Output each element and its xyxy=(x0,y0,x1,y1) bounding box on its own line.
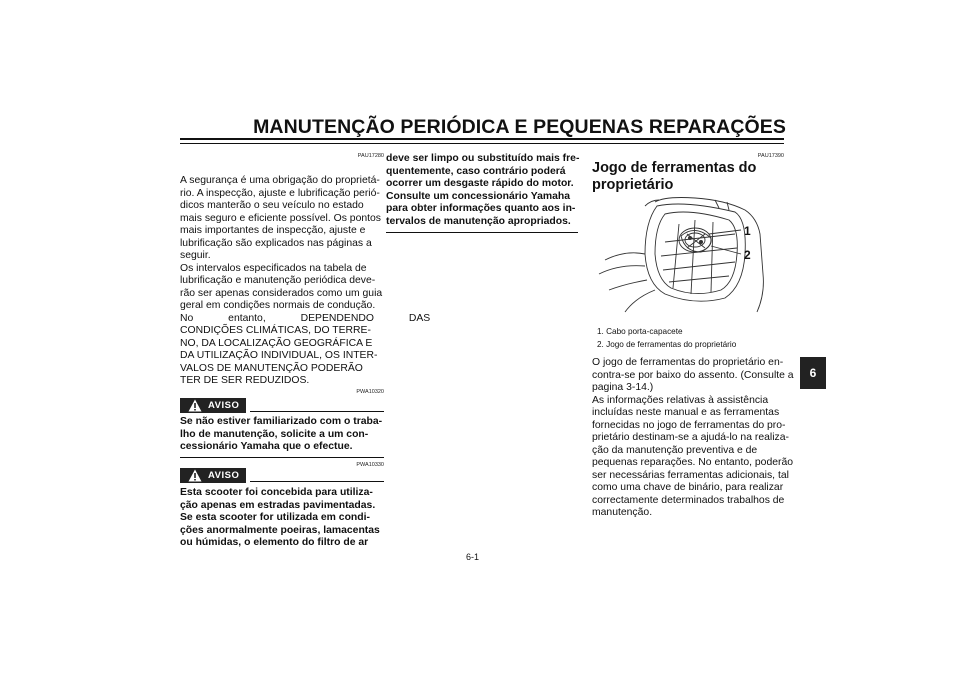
text-line: CONDIÇÕES CLIMÁTICAS, DO TERRE- xyxy=(180,325,371,336)
text-line: prietário destinam-se a ajudá-lo na realiza- xyxy=(592,432,789,443)
aviso-label: AVISO xyxy=(208,470,240,481)
aviso-rule xyxy=(250,411,384,412)
text-line: cessionário Yamaha que o efectue. xyxy=(180,441,353,452)
text-line: deve ser limpo ou substituído mais fre- xyxy=(386,153,580,164)
text-line: Consulte um concessionário Yamaha xyxy=(386,190,571,202)
text-line: mais importantes de inspecção, ajuste e xyxy=(180,225,366,236)
text-line: dicos manterão o seu veículo no estado xyxy=(180,200,364,211)
text-line: como uma chave de binário, para realizar xyxy=(592,482,784,493)
text-line: No entanto, DEPENDENDO DAS xyxy=(180,312,431,324)
section-code: PAU17280 xyxy=(357,153,384,159)
text-line: lho de manutenção, solicite a um con- xyxy=(180,428,369,440)
text-line: Os intervalos especificados na tabela de xyxy=(180,262,367,274)
text-line: Esta scooter foi concebida para utiliza- xyxy=(180,487,373,498)
warning1-text xyxy=(180,416,384,454)
text-line: lubrificação e manutenção periódica deve- xyxy=(180,275,376,286)
aviso-badge xyxy=(180,468,246,483)
text-line: ocorrer um desgaste rápido do motor. xyxy=(386,178,574,189)
text-line: rão ser apenas considerados como um guia xyxy=(180,287,383,299)
text-line: O jogo de ferramentas do proprietário en- xyxy=(592,357,784,368)
warning-triangle-icon xyxy=(188,469,202,482)
text-line: ou húmidas, o elemento do filtro de ar xyxy=(180,537,369,548)
chapter-tab: 6 xyxy=(800,357,826,389)
text-line: ção apenas em estradas pavimentadas. xyxy=(180,499,376,511)
text-line: quentemente, caso contrário poderá xyxy=(386,165,566,177)
text-line: contra-se por baixo do assento. (Consulte a xyxy=(592,369,794,381)
warning-code: PWA10330 xyxy=(356,462,384,468)
text-line: VALOS DE MANUTENÇÃO PODERÃO xyxy=(180,362,363,374)
text-line: rio. A inspecção, ajuste e lubrificação perió- xyxy=(180,187,380,199)
section-code: PAU17390 xyxy=(757,153,784,159)
text-line: correctamente determinados trabalhos de xyxy=(592,494,785,506)
warning-end-rule xyxy=(180,457,384,458)
text-line: manutenção. xyxy=(592,507,653,518)
heading-line: Jogo de ferramentas do xyxy=(592,160,757,176)
text-line: lubrificação são explicados nas páginas a xyxy=(180,237,372,249)
text-line: As informações relativas à assistência xyxy=(592,394,769,406)
text-line: pequenas reparações. No entanto, poderão xyxy=(592,457,794,468)
text-line: mais seguro e eficiente possível. Os pontos xyxy=(180,212,381,224)
warning2-text xyxy=(180,487,384,550)
text-line: NO, DA LOCALIZAÇÃO GEOGRÁFICA E xyxy=(180,337,373,349)
text-line: fornecidas no jogo de ferramentas do pro- xyxy=(592,419,786,431)
page-number: 6-1 xyxy=(466,552,480,562)
aviso-label: AVISO xyxy=(208,400,240,411)
text-line: incluídas neste manual e as ferramentas xyxy=(592,407,780,418)
heading-line: proprietário xyxy=(592,177,674,193)
section-heading xyxy=(592,160,792,194)
text-line: ser necessárias ferramentas adicionais, tal xyxy=(592,469,789,481)
figure-caption: 2. Jogo de ferramentas do proprietário xyxy=(597,340,737,349)
text-line: pagina 3-14.) xyxy=(592,382,654,393)
text-line: ções anormalmente poeiras, lamacentas xyxy=(180,524,380,536)
text-line: TER DE SER REDUZIDOS. xyxy=(180,375,310,386)
callout-2: 2 xyxy=(744,248,751,262)
text-line: A segurança é uma obrigação do proprietá- xyxy=(180,175,380,186)
aviso-badge xyxy=(180,398,246,413)
figure-caption: 1. Cabo porta-capacete xyxy=(597,327,683,336)
page-title: MANUTENÇÃO PERIÓDICA E PEQUENAS REPARAÇÕES xyxy=(253,116,786,138)
warning-code: PWA10320 xyxy=(356,389,384,395)
warning2-continued xyxy=(386,153,578,228)
text-line: Se esta scooter for utilizada em condi- xyxy=(180,512,370,523)
title-rule xyxy=(180,138,784,144)
aviso-rule xyxy=(250,481,384,482)
text-line: tervalos de manutenção apropriados. xyxy=(386,215,571,227)
text-line: Se não estiver familiarizado com o traba- xyxy=(180,416,383,427)
toolkit-paragraph xyxy=(592,357,794,520)
warning-end-rule xyxy=(386,232,578,233)
text-line: DA UTILIZAÇÃO INDIVIDUAL, OS INTER- xyxy=(180,350,378,361)
text-line: ção da manutenção preventiva e de xyxy=(592,444,758,456)
text-line: para obter informações quanto aos in- xyxy=(386,203,576,214)
callout-1: 1 xyxy=(744,224,751,238)
intro-paragraph xyxy=(180,175,431,388)
text-line: geral em condições normais de condução. xyxy=(180,300,376,311)
warning-triangle-icon xyxy=(188,399,202,412)
text-line: seguir. xyxy=(180,250,211,261)
